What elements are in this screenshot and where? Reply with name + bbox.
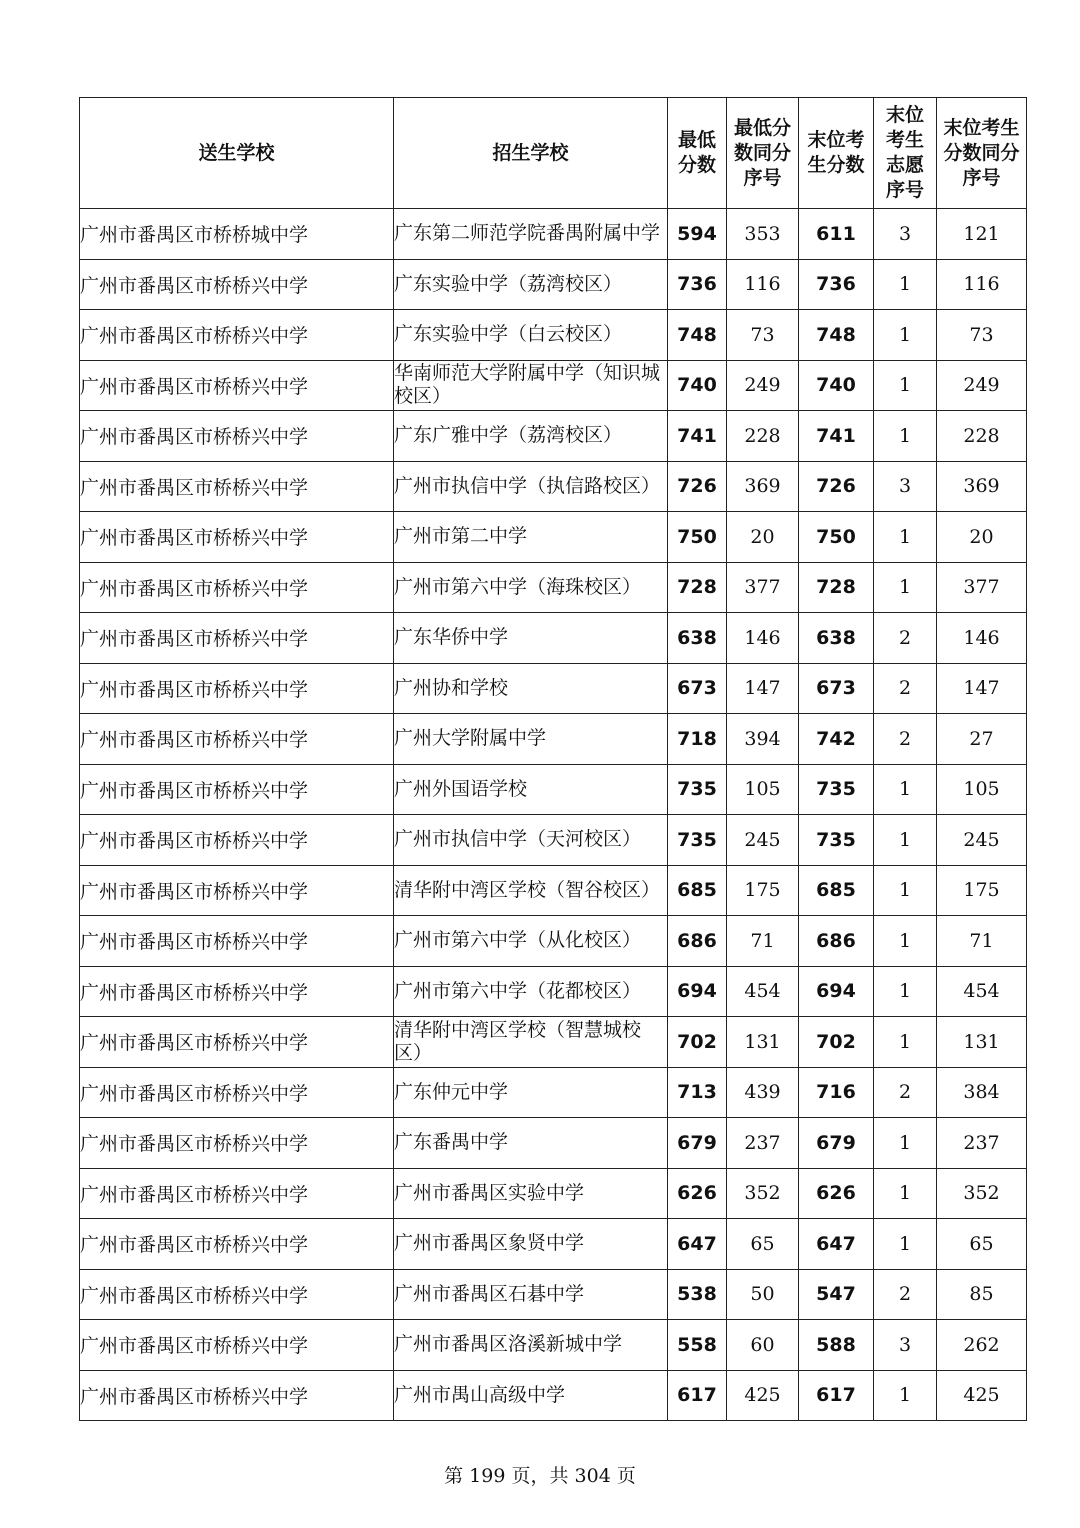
- cell-sender-school: 广州市番禺区市桥桥兴中学: [80, 815, 394, 866]
- cell-last-score: 647: [799, 1219, 874, 1270]
- cell-min-score: 735: [668, 764, 727, 815]
- cell-receiver-school: 广州市执信中学（执信路校区）: [394, 461, 668, 512]
- cell-last-score: 702: [799, 1017, 874, 1068]
- cell-min-score: 728: [668, 562, 727, 613]
- table-row: [80, 714, 1027, 765]
- cell-last-rank: 369: [937, 461, 1027, 512]
- cell-min-rank: 50: [727, 1269, 799, 1320]
- cell-last-score: 686: [799, 916, 874, 967]
- cell-last-score: 588: [799, 1320, 874, 1371]
- header-sender: 送生学校: [80, 98, 394, 209]
- cell-min-score: 718: [668, 714, 727, 765]
- cell-receiver-school: 广州市第六中学（从化校区）: [394, 916, 668, 967]
- cell-receiver-school: 广州市番禺区洛溪新城中学: [394, 1320, 668, 1371]
- cell-last-score: 728: [799, 562, 874, 613]
- cell-min-score: 594: [668, 209, 727, 260]
- cell-min-rank: 146: [727, 613, 799, 664]
- cell-last-rank: 249: [937, 360, 1027, 411]
- table-row: [80, 663, 1027, 714]
- cell-sender-school: 广州市番禺区市桥桥兴中学: [80, 865, 394, 916]
- cell-min-rank: 20: [727, 512, 799, 563]
- table-row: [80, 966, 1027, 1017]
- cell-sender-school: 广州市番禺区市桥桥兴中学: [80, 1118, 394, 1169]
- cell-sender-school: 广州市番禺区市桥桥兴中学: [80, 1067, 394, 1118]
- cell-last-choice: 1: [874, 562, 937, 613]
- header-min-score: 最低 分数: [668, 98, 727, 209]
- cell-receiver-school: 广州市番禺区象贤中学: [394, 1219, 668, 1270]
- table-row: [80, 1168, 1027, 1219]
- cell-last-rank: 384: [937, 1067, 1027, 1118]
- cell-sender-school: 广州市番禺区市桥桥兴中学: [80, 1219, 394, 1270]
- cell-sender-school: 广州市番禺区市桥桥兴中学: [80, 1168, 394, 1219]
- cell-min-score: 558: [668, 1320, 727, 1371]
- cell-receiver-school: 广州市第六中学（花都校区）: [394, 966, 668, 1017]
- cell-last-score: 736: [799, 259, 874, 310]
- cell-last-score: 638: [799, 613, 874, 664]
- cell-min-score: 617: [668, 1370, 727, 1421]
- cell-last-rank: 73: [937, 310, 1027, 361]
- cell-last-choice: 3: [874, 209, 937, 260]
- cell-min-rank: 73: [727, 310, 799, 361]
- table-row: [80, 865, 1027, 916]
- cell-min-score: 679: [668, 1118, 727, 1169]
- cell-receiver-school: 清华附中湾区学校（智谷校区）: [394, 865, 668, 916]
- cell-min-score: 694: [668, 966, 727, 1017]
- cell-last-rank: 262: [937, 1320, 1027, 1371]
- table-row: [80, 1017, 1027, 1068]
- cell-last-choice: 2: [874, 714, 937, 765]
- cell-min-rank: 116: [727, 259, 799, 310]
- admission-score-table: [79, 97, 1027, 1421]
- cell-last-rank: 454: [937, 966, 1027, 1017]
- cell-sender-school: 广州市番禺区市桥桥兴中学: [80, 512, 394, 563]
- cell-last-score: 673: [799, 663, 874, 714]
- cell-last-choice: 1: [874, 764, 937, 815]
- cell-min-score: 702: [668, 1017, 727, 1068]
- table-row: [80, 916, 1027, 967]
- table-row: [80, 1067, 1027, 1118]
- header-last-choice: 末位 考生 志愿 序号: [874, 98, 937, 209]
- cell-last-rank: 121: [937, 209, 1027, 260]
- cell-min-score: 740: [668, 360, 727, 411]
- table-row: [80, 1219, 1027, 1270]
- cell-min-rank: 245: [727, 815, 799, 866]
- cell-sender-school: 广州市番禺区市桥桥兴中学: [80, 360, 394, 411]
- cell-last-rank: 105: [937, 764, 1027, 815]
- cell-min-rank: 439: [727, 1067, 799, 1118]
- cell-last-score: 742: [799, 714, 874, 765]
- cell-sender-school: 广州市番禺区市桥桥兴中学: [80, 764, 394, 815]
- cell-sender-school: 广州市番禺区市桥桥兴中学: [80, 663, 394, 714]
- cell-last-score: 611: [799, 209, 874, 260]
- cell-sender-school: 广州市番禺区市桥桥兴中学: [80, 916, 394, 967]
- cell-min-score: 750: [668, 512, 727, 563]
- cell-receiver-school: 广东实验中学（白云校区）: [394, 310, 668, 361]
- cell-last-choice: 1: [874, 1370, 937, 1421]
- cell-receiver-school: 广东广雅中学（荔湾校区）: [394, 411, 668, 462]
- cell-last-score: 694: [799, 966, 874, 1017]
- cell-min-rank: 352: [727, 1168, 799, 1219]
- cell-min-rank: 105: [727, 764, 799, 815]
- cell-last-choice: 3: [874, 461, 937, 512]
- cell-receiver-school: 广州市第六中学（海珠校区）: [394, 562, 668, 613]
- cell-last-choice: 1: [874, 1219, 937, 1270]
- cell-last-rank: 27: [937, 714, 1027, 765]
- cell-last-choice: 1: [874, 1118, 937, 1169]
- cell-min-rank: 237: [727, 1118, 799, 1169]
- cell-min-score: 685: [668, 865, 727, 916]
- cell-min-score: 686: [668, 916, 727, 967]
- cell-min-rank: 228: [727, 411, 799, 462]
- cell-sender-school: 广州市番禺区市桥桥兴中学: [80, 259, 394, 310]
- cell-last-score: 617: [799, 1370, 874, 1421]
- cell-last-choice: 2: [874, 663, 937, 714]
- cell-last-score: 741: [799, 411, 874, 462]
- cell-last-choice: 1: [874, 1017, 937, 1068]
- cell-receiver-school: 广州协和学校: [394, 663, 668, 714]
- cell-min-score: 538: [668, 1269, 727, 1320]
- cell-last-score: 735: [799, 815, 874, 866]
- cell-last-choice: 2: [874, 1067, 937, 1118]
- cell-receiver-school: 广州外国语学校: [394, 764, 668, 815]
- cell-last-score: 679: [799, 1118, 874, 1169]
- table-row: [80, 562, 1027, 613]
- cell-last-score: 740: [799, 360, 874, 411]
- cell-receiver-school: 广州市第二中学: [394, 512, 668, 563]
- table-row: [80, 1370, 1027, 1421]
- table-row: [80, 815, 1027, 866]
- table-row: [80, 512, 1027, 563]
- header-last-score: 末位考 生分数: [799, 98, 874, 209]
- cell-min-rank: 369: [727, 461, 799, 512]
- cell-last-choice: 3: [874, 1320, 937, 1371]
- cell-last-rank: 146: [937, 613, 1027, 664]
- cell-last-rank: 175: [937, 865, 1027, 916]
- cell-last-choice: 1: [874, 916, 937, 967]
- cell-min-rank: 60: [727, 1320, 799, 1371]
- cell-last-choice: 1: [874, 512, 937, 563]
- table-row: [80, 613, 1027, 664]
- cell-min-rank: 249: [727, 360, 799, 411]
- cell-last-rank: 131: [937, 1017, 1027, 1068]
- table-row: [80, 1118, 1027, 1169]
- table-row: [80, 310, 1027, 361]
- cell-receiver-school: 广东第二师范学院番禺附属中学: [394, 209, 668, 260]
- cell-last-rank: 425: [937, 1370, 1027, 1421]
- cell-last-choice: 1: [874, 966, 937, 1017]
- header-last-rank: 末位考生 分数同分 序号: [937, 98, 1027, 209]
- cell-sender-school: 广州市番禺区市桥桥兴中学: [80, 411, 394, 462]
- cell-last-choice: 1: [874, 1168, 937, 1219]
- cell-receiver-school: 清华附中湾区学校（智慧城校区）: [394, 1017, 668, 1068]
- cell-min-rank: 175: [727, 865, 799, 916]
- table-row: [80, 461, 1027, 512]
- cell-last-score: 716: [799, 1067, 874, 1118]
- cell-last-score: 750: [799, 512, 874, 563]
- cell-min-rank: 353: [727, 209, 799, 260]
- cell-last-rank: 20: [937, 512, 1027, 563]
- cell-sender-school: 广州市番禺区市桥桥城中学: [80, 209, 394, 260]
- cell-last-choice: 1: [874, 865, 937, 916]
- cell-sender-school: 广州市番禺区市桥桥兴中学: [80, 966, 394, 1017]
- header-receiver: 招生学校: [394, 98, 668, 209]
- cell-sender-school: 广州市番禺区市桥桥兴中学: [80, 714, 394, 765]
- cell-last-rank: 65: [937, 1219, 1027, 1270]
- cell-min-score: 736: [668, 259, 727, 310]
- cell-min-rank: 454: [727, 966, 799, 1017]
- cell-last-score: 626: [799, 1168, 874, 1219]
- cell-sender-school: 广州市番禺区市桥桥兴中学: [80, 310, 394, 361]
- cell-sender-school: 广州市番禺区市桥桥兴中学: [80, 1370, 394, 1421]
- cell-receiver-school: 广州市禺山高级中学: [394, 1370, 668, 1421]
- cell-receiver-school: 广州市番禺区石碁中学: [394, 1269, 668, 1320]
- cell-min-score: 713: [668, 1067, 727, 1118]
- cell-receiver-school: 广州大学附属中学: [394, 714, 668, 765]
- cell-last-rank: 147: [937, 663, 1027, 714]
- cell-last-score: 726: [799, 461, 874, 512]
- table-row: [80, 764, 1027, 815]
- cell-last-rank: 116: [937, 259, 1027, 310]
- cell-sender-school: 广州市番禺区市桥桥兴中学: [80, 1320, 394, 1371]
- table-row: [80, 411, 1027, 462]
- cell-last-choice: 1: [874, 815, 937, 866]
- cell-last-rank: 71: [937, 916, 1027, 967]
- cell-min-score: 726: [668, 461, 727, 512]
- cell-sender-school: 广州市番禺区市桥桥兴中学: [80, 1269, 394, 1320]
- cell-receiver-school: 广州市执信中学（天河校区）: [394, 815, 668, 866]
- cell-last-rank: 245: [937, 815, 1027, 866]
- cell-last-score: 735: [799, 764, 874, 815]
- table-row: [80, 259, 1027, 310]
- cell-receiver-school: 广州市番禺区实验中学: [394, 1168, 668, 1219]
- cell-last-choice: 1: [874, 259, 937, 310]
- cell-min-score: 626: [668, 1168, 727, 1219]
- table-row: [80, 209, 1027, 260]
- cell-last-choice: 2: [874, 1269, 937, 1320]
- cell-receiver-school: 广东番禺中学: [394, 1118, 668, 1169]
- cell-last-choice: 1: [874, 411, 937, 462]
- cell-last-score: 685: [799, 865, 874, 916]
- cell-sender-school: 广州市番禺区市桥桥兴中学: [80, 461, 394, 512]
- cell-min-rank: 147: [727, 663, 799, 714]
- cell-sender-school: 广州市番禺区市桥桥兴中学: [80, 1017, 394, 1068]
- cell-sender-school: 广州市番禺区市桥桥兴中学: [80, 613, 394, 664]
- cell-min-score: 638: [668, 613, 727, 664]
- cell-last-rank: 228: [937, 411, 1027, 462]
- cell-last-rank: 352: [937, 1168, 1027, 1219]
- cell-min-rank: 65: [727, 1219, 799, 1270]
- cell-min-rank: 394: [727, 714, 799, 765]
- cell-last-score: 547: [799, 1269, 874, 1320]
- cell-min-rank: 425: [727, 1370, 799, 1421]
- cell-min-score: 735: [668, 815, 727, 866]
- cell-last-rank: 377: [937, 562, 1027, 613]
- cell-receiver-school: 广东仲元中学: [394, 1067, 668, 1118]
- cell-sender-school: 广州市番禺区市桥桥兴中学: [80, 562, 394, 613]
- page-number-footer: 第 199 页，共 304 页: [444, 1465, 636, 1487]
- table-body: [80, 209, 1027, 1421]
- cell-last-choice: 2: [874, 613, 937, 664]
- cell-receiver-school: 广东华侨中学: [394, 613, 668, 664]
- cell-min-score: 673: [668, 663, 727, 714]
- cell-min-rank: 377: [727, 562, 799, 613]
- cell-receiver-school: 华南师范大学附属中学（知识城校区）: [394, 360, 668, 411]
- table-row: [80, 1320, 1027, 1371]
- table-row: [80, 360, 1027, 411]
- cell-last-rank: 85: [937, 1269, 1027, 1320]
- cell-min-score: 741: [668, 411, 727, 462]
- cell-last-rank: 237: [937, 1118, 1027, 1169]
- cell-receiver-school: 广东实验中学（荔湾校区）: [394, 259, 668, 310]
- cell-last-choice: 1: [874, 310, 937, 361]
- cell-last-choice: 1: [874, 360, 937, 411]
- cell-last-score: 748: [799, 310, 874, 361]
- cell-min-rank: 131: [727, 1017, 799, 1068]
- table-row: [80, 1269, 1027, 1320]
- header-min-rank: 最低分 数同分 序号: [727, 98, 799, 209]
- header-row: [80, 98, 1027, 209]
- cell-min-rank: 71: [727, 916, 799, 967]
- cell-min-score: 647: [668, 1219, 727, 1270]
- cell-min-score: 748: [668, 310, 727, 361]
